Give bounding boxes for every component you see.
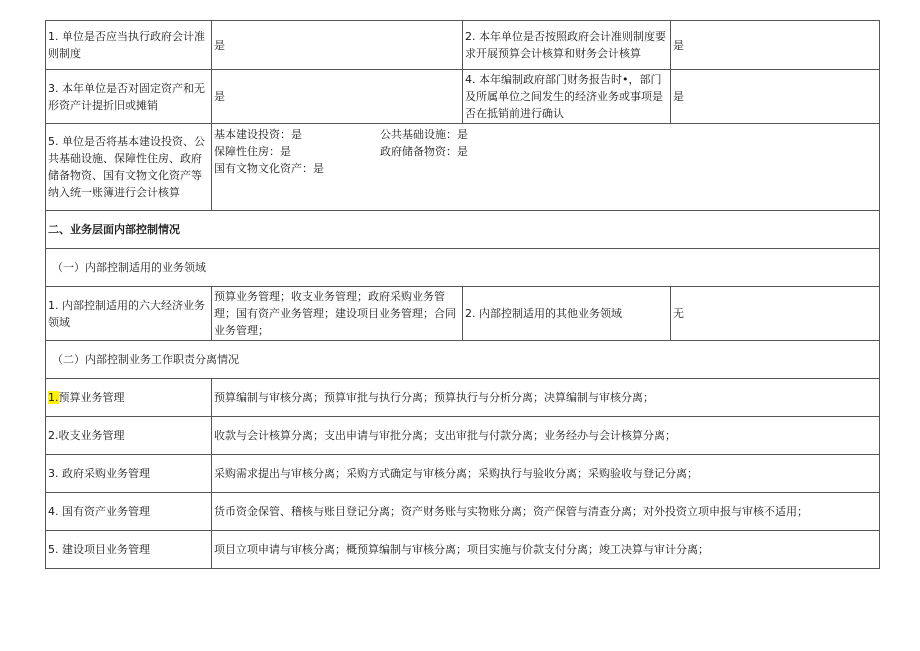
subsection-title: （一）内部控制适用的业务领域 xyxy=(46,249,880,287)
answer-cell: 是 xyxy=(212,21,463,70)
answer-item: 国有文物文化资产：是 xyxy=(214,162,324,175)
duty-label xyxy=(46,455,212,493)
answer-cell: 无 xyxy=(671,287,880,341)
duty-label-text: 建设项目业务管理 xyxy=(58,543,150,556)
answer-cell: 预算业务管理；收支业务管理；政府采购业务管理；国有资产业务管理；建设项目业务管理；合同业务管理； xyxy=(212,287,463,341)
table-row xyxy=(46,70,880,124)
duty-value: 货币资金保管、稽核与账目登记分离；资产财务账与实物账分离；资产保管与清查分离；对外投资立项申报与审核不适用； xyxy=(212,493,880,531)
table-row xyxy=(46,211,880,249)
table-row xyxy=(46,455,880,493)
subsection-title: （二）内部控制业务工作职责分离情况 xyxy=(46,341,880,379)
duty-number: 1. xyxy=(48,391,59,404)
question-cell: 1. 单位是否应当执行政府会计准则制度 xyxy=(46,21,212,70)
table-row xyxy=(46,341,880,379)
question-cell: 1. 内部控制适用的六大经济业务领域 xyxy=(46,287,212,341)
answer-cell: 是 xyxy=(671,70,880,124)
duty-value: 预算编制与审核分离；预算审批与执行分离；预算执行与分析分离；决算编制与审核分离； xyxy=(212,379,880,417)
table-row xyxy=(46,379,880,417)
duty-value: 项目立项申请与审核分离；概预算编制与审核分离；项目实施与价款支付分离；竣工决算与审计分离； xyxy=(212,531,880,569)
duty-label xyxy=(46,493,212,531)
report-table xyxy=(45,20,880,569)
duty-number: 2. xyxy=(48,429,59,442)
table-row xyxy=(46,287,880,341)
table-row xyxy=(46,249,880,287)
answer-item: 保障性住房：是 xyxy=(214,145,291,158)
answer-item: 公共基础设施：是 xyxy=(380,128,468,141)
section-title: 二、业务层面内部控制情况 xyxy=(46,211,880,249)
duty-number: 4. xyxy=(48,505,59,518)
answer-cell xyxy=(212,124,880,211)
document xyxy=(45,20,875,569)
duty-value: 采购需求提出与审核分离；采购方式确定与审核分离；采购执行与验收分离；采购验收与登记分离； xyxy=(212,455,880,493)
table-row xyxy=(46,417,880,455)
duty-number: 3. xyxy=(48,467,59,480)
duty-number: 5. xyxy=(48,543,59,556)
table-row xyxy=(46,493,880,531)
duty-label-text: 政府采购业务管理 xyxy=(58,467,150,480)
duty-label xyxy=(46,379,212,417)
answer-item: 基本建设投资：是 xyxy=(214,128,302,141)
duty-label xyxy=(46,417,212,455)
answer-cell: 是 xyxy=(671,21,880,70)
duty-label-text: 国有资产业务管理 xyxy=(58,505,150,518)
duty-label xyxy=(46,531,212,569)
table-row xyxy=(46,124,880,211)
duty-label-text: 收支业务管理 xyxy=(58,429,125,442)
table-row xyxy=(46,531,880,569)
answer-item: 政府储备物资：是 xyxy=(380,145,468,158)
question-cell: 3. 本年单位是否对固定资产和无形资产计提折旧或摊销 xyxy=(46,70,212,124)
question-cell: 4. 本年编制政府部门财务报告时•，部门及所属单位之间发生的经济业务或事项是否在抵销前进行确认 xyxy=(463,70,671,124)
question-cell: 2. 内部控制适用的其他业务领域 xyxy=(463,287,671,341)
table-row xyxy=(46,21,880,70)
question-cell: 2. 本年单位是否按照政府会计准则制度要求开展预算会计核算和财务会计核算 xyxy=(463,21,671,70)
duty-value: 收款与会计核算分离；支出申请与审批分离；支出审批与付款分离；业务经办与会计核算分离； xyxy=(212,417,880,455)
duty-label-text: 预算业务管理 xyxy=(58,391,125,404)
answer-cell: 是 xyxy=(212,70,463,124)
question-cell: 5. 单位是否将基本建设投资、公共基础设施、保障性住房、政府储备物资、国有文物文化资产等纳入统一账簿进行会计核算 xyxy=(46,124,212,211)
